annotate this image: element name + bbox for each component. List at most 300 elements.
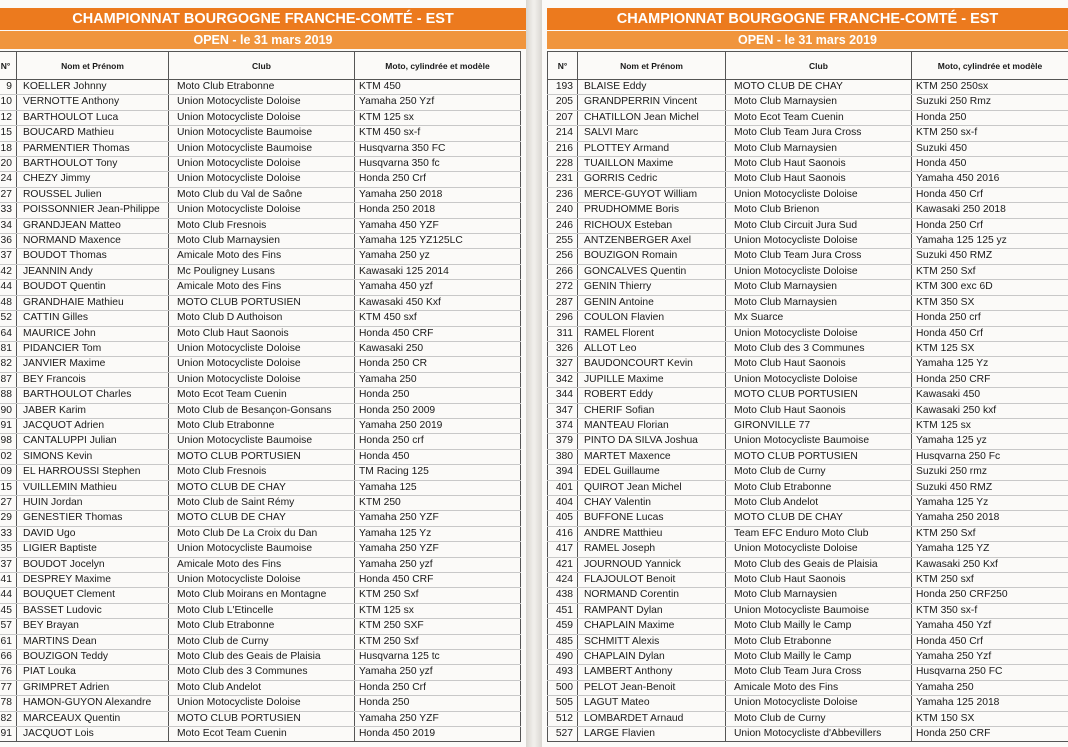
rider-number: 438 bbox=[548, 588, 578, 603]
rider-name: DESPREY Maxime bbox=[17, 573, 169, 588]
rider-name: POISSONNIER Jean-Philippe bbox=[17, 203, 169, 218]
rider-name: RAMEL Florent bbox=[578, 326, 726, 341]
rider-number: 77 bbox=[0, 680, 17, 695]
table-row bbox=[548, 357, 1068, 372]
table-row bbox=[0, 680, 521, 695]
rider-club: Union Motocycliste Baumoise bbox=[726, 603, 912, 618]
rider-moto: Yamaha 450 yzf bbox=[355, 280, 521, 295]
rider-moto: Honda 450 bbox=[912, 157, 1068, 172]
rider-name: SIMONS Kevin bbox=[17, 449, 169, 464]
table-row bbox=[0, 557, 521, 572]
rider-moto: Kawasaki 250 2018 bbox=[912, 203, 1068, 218]
rider-name: CANTALUPPI Julian bbox=[17, 434, 169, 449]
rider-moto: KTM 250 sxf bbox=[912, 573, 1068, 588]
table-row bbox=[548, 573, 1068, 588]
table-row bbox=[548, 218, 1068, 233]
table-row bbox=[0, 110, 521, 125]
rider-number: 287 bbox=[548, 295, 578, 310]
rider-name: CHAPLAIN Maxime bbox=[578, 619, 726, 634]
rider-club: Moto Club Etrabonne bbox=[726, 480, 912, 495]
table-row bbox=[0, 203, 521, 218]
table-row bbox=[0, 357, 521, 372]
table-row bbox=[548, 249, 1068, 264]
table-row bbox=[548, 603, 1068, 618]
rider-moto: Yamaha 250 2019 bbox=[355, 418, 521, 433]
table-row bbox=[548, 95, 1068, 110]
rider-name: SCHMITT Alexis bbox=[578, 634, 726, 649]
rider-moto: Honda 250 Crf bbox=[355, 680, 521, 695]
table-row bbox=[0, 542, 521, 557]
rider-number: 82 bbox=[0, 357, 17, 372]
rider-club: Moto Club Team Jura Cross bbox=[726, 665, 912, 680]
table-row bbox=[0, 588, 521, 603]
rider-moto: Suzuki 250 Rmz bbox=[912, 95, 1068, 110]
rider-moto: Honda 450 CRF bbox=[355, 326, 521, 341]
rider-name: VERNOTTE Anthony bbox=[17, 95, 169, 110]
rider-number: 52 bbox=[0, 311, 17, 326]
rider-club: Moto Club Marnaysien bbox=[169, 234, 355, 249]
rider-number: 416 bbox=[548, 526, 578, 541]
rider-number: 401 bbox=[548, 480, 578, 495]
rider-moto: Yamaha 125 Yz bbox=[912, 357, 1068, 372]
rider-club: Moto Club Mailly le Camp bbox=[726, 650, 912, 665]
rider-name: ANDRE Matthieu bbox=[578, 526, 726, 541]
rider-name: ANTZENBERGER Axel bbox=[578, 234, 726, 249]
rider-club: Moto Ecot Team Cuenin bbox=[726, 110, 912, 125]
rider-name: LIGIER Baptiste bbox=[17, 542, 169, 557]
rider-moto: Kawasaki 250 bbox=[355, 341, 521, 356]
table-row bbox=[548, 480, 1068, 495]
rider-club: Moto Club D Authoison bbox=[169, 311, 355, 326]
rider-name: JANVIER Maxime bbox=[17, 357, 169, 372]
rider-moto: Suzuki 450 RMZ bbox=[912, 249, 1068, 264]
table-row bbox=[0, 511, 521, 526]
entry-table bbox=[547, 51, 1068, 742]
rider-moto: Honda 250 Crf bbox=[912, 218, 1068, 233]
rider-club: Union Motocycliste Baumoise bbox=[169, 542, 355, 557]
rider-name: SALVI Marc bbox=[578, 126, 726, 141]
rider-name: ROUSSEL Julien bbox=[17, 187, 169, 202]
header-moto: Moto, cylindrée et modèle bbox=[912, 52, 1068, 80]
rider-name: GENESTIER Thomas bbox=[17, 511, 169, 526]
rider-name: BARTHOULOT Charles bbox=[17, 388, 169, 403]
rider-club: Union Motocycliste Doloise bbox=[726, 326, 912, 341]
rider-club: Union Motocycliste Doloise bbox=[726, 372, 912, 387]
table-row bbox=[0, 711, 521, 726]
rider-club: MOTO CLUB PORTUSIEN bbox=[726, 388, 912, 403]
rider-name: ALLOT Leo bbox=[578, 341, 726, 356]
rider-club: Moto Club des 3 Communes bbox=[726, 341, 912, 356]
rider-moto: KTM 450 sx-f bbox=[355, 126, 521, 141]
rider-moto: Honda 250 CRF250 bbox=[912, 588, 1068, 603]
rider-number: 44 bbox=[0, 280, 17, 295]
table-row bbox=[548, 680, 1068, 695]
rider-name: PIAT Louka bbox=[17, 665, 169, 680]
table-row bbox=[548, 341, 1068, 356]
rider-number: 404 bbox=[548, 495, 578, 510]
rider-number: 231 bbox=[548, 172, 578, 187]
rider-club: Moto Club Haut Saonois bbox=[726, 357, 912, 372]
rider-moto: Honda 250 CRF bbox=[912, 727, 1068, 742]
rider-moto: Yamaha 250 2018 bbox=[355, 187, 521, 202]
rider-name: TUAILLON Maxime bbox=[578, 157, 726, 172]
rider-club: Union Motocycliste Baumoise bbox=[726, 434, 912, 449]
table-row bbox=[548, 326, 1068, 341]
table-row bbox=[548, 372, 1068, 387]
rider-name: BUFFONE Lucas bbox=[578, 511, 726, 526]
rider-club: Moto Club de Besançon-Gonsans bbox=[169, 403, 355, 418]
rider-number: 78 bbox=[0, 696, 17, 711]
table-row bbox=[548, 449, 1068, 464]
rider-number: 41 bbox=[0, 573, 17, 588]
rider-number: 88 bbox=[0, 388, 17, 403]
rider-number: 193 bbox=[548, 80, 578, 95]
rider-name: PELOT Jean-Benoit bbox=[578, 680, 726, 695]
rider-moto: Kawasaki 250 Kxf bbox=[912, 557, 1068, 572]
rider-moto: Yamaha 250 yz bbox=[355, 249, 521, 264]
rider-club: Union Motocycliste Doloise bbox=[169, 573, 355, 588]
rider-name: EL HARROUSSI Stephen bbox=[17, 465, 169, 480]
entry-table bbox=[0, 51, 521, 742]
rider-name: GORRIS Cedric bbox=[578, 172, 726, 187]
left-page bbox=[0, 0, 526, 747]
rider-number: 380 bbox=[548, 449, 578, 464]
rider-number: 36 bbox=[0, 234, 17, 249]
table-row bbox=[548, 234, 1068, 249]
rider-number: 12 bbox=[0, 110, 17, 125]
rider-number: 61 bbox=[0, 634, 17, 649]
rider-name: RAMEL Joseph bbox=[578, 542, 726, 557]
rider-name: CHATILLON Jean Michel bbox=[578, 110, 726, 125]
rider-name: GRIMPRET Adrien bbox=[17, 680, 169, 695]
rider-club: Union Motocycliste Doloise bbox=[726, 234, 912, 249]
rider-moto: KTM 250 sx-f bbox=[912, 126, 1068, 141]
table-row bbox=[0, 495, 521, 510]
table-row bbox=[548, 295, 1068, 310]
rider-moto: Honda 250 Crf bbox=[355, 172, 521, 187]
table-row bbox=[548, 727, 1068, 742]
rider-moto: Yamaha 250 2018 bbox=[912, 511, 1068, 526]
table-row bbox=[0, 403, 521, 418]
rider-club: Moto Club Marnaysien bbox=[726, 95, 912, 110]
table-row bbox=[0, 372, 521, 387]
rider-name: MAURICE John bbox=[17, 326, 169, 341]
rider-number: 27 bbox=[0, 495, 17, 510]
rider-name: GRANDHAIE Mathieu bbox=[17, 295, 169, 310]
rider-club: MOTO CLUB DE CHAY bbox=[726, 511, 912, 526]
rider-moto: Honda 250 crf bbox=[355, 434, 521, 449]
header-name: Nom et Prénom bbox=[17, 52, 169, 80]
rider-club: Union Motocycliste Doloise bbox=[169, 357, 355, 372]
table-row bbox=[0, 388, 521, 403]
rider-number: 327 bbox=[548, 357, 578, 372]
rider-club: Union Motocycliste Doloise bbox=[169, 372, 355, 387]
table-row bbox=[548, 418, 1068, 433]
table-row bbox=[548, 110, 1068, 125]
rider-name: PIDANCIER Tom bbox=[17, 341, 169, 356]
rider-number: 91 bbox=[0, 727, 17, 742]
rider-moto: Honda 450 2019 bbox=[355, 727, 521, 742]
rider-name: BOUQUET Clement bbox=[17, 588, 169, 603]
table-row bbox=[0, 95, 521, 110]
rider-number: 15 bbox=[0, 480, 17, 495]
rider-moto: Husqvarna 250 FC bbox=[912, 665, 1068, 680]
table-row bbox=[548, 434, 1068, 449]
rider-number: 02 bbox=[0, 449, 17, 464]
rider-name: CHAPLAIN Dylan bbox=[578, 650, 726, 665]
rider-number: 493 bbox=[548, 665, 578, 680]
rider-name: EDEL Guillaume bbox=[578, 465, 726, 480]
page-gutter bbox=[526, 0, 542, 747]
table-row bbox=[0, 218, 521, 233]
rider-number: 216 bbox=[548, 141, 578, 156]
rider-number: 255 bbox=[548, 234, 578, 249]
rider-number: 09 bbox=[0, 465, 17, 480]
rider-number: 490 bbox=[548, 650, 578, 665]
rider-moto: Yamaha 250 YZF bbox=[355, 511, 521, 526]
rider-moto: KTM 300 exc 6D bbox=[912, 280, 1068, 295]
rider-moto: KTM 450 sxf bbox=[355, 311, 521, 326]
header-club: Club bbox=[169, 52, 355, 80]
rider-name: HUIN Jordan bbox=[17, 495, 169, 510]
table-row bbox=[548, 557, 1068, 572]
event-subtitle: OPEN - le 31 mars 2019 bbox=[547, 31, 1068, 49]
rider-club: Moto Club Fresnois bbox=[169, 465, 355, 480]
rider-club: Team EFC Enduro Moto Club bbox=[726, 526, 912, 541]
rider-club: Moto Club Etrabonne bbox=[726, 634, 912, 649]
rider-name: MARCEAUX Quentin bbox=[17, 711, 169, 726]
rider-number: 256 bbox=[548, 249, 578, 264]
rider-club: Moto Club Haut Saonois bbox=[726, 403, 912, 418]
rider-name: MERCE-GUYOT William bbox=[578, 187, 726, 202]
rider-club: Amicale Moto des Fins bbox=[726, 680, 912, 695]
rider-number: 394 bbox=[548, 465, 578, 480]
rider-number: 296 bbox=[548, 311, 578, 326]
table-row bbox=[0, 573, 521, 588]
rider-moto: Honda 250 2009 bbox=[355, 403, 521, 418]
rider-number: 27 bbox=[0, 187, 17, 202]
rider-name: CHERIF Sofian bbox=[578, 403, 726, 418]
rider-name: PLOTTEY Armand bbox=[578, 141, 726, 156]
rider-number: 76 bbox=[0, 665, 17, 680]
rider-number: 347 bbox=[548, 403, 578, 418]
rider-club: Moto Club de Curny bbox=[726, 711, 912, 726]
rider-name: GENIN Thierry bbox=[578, 280, 726, 295]
rider-club: Union Motocycliste Doloise bbox=[726, 264, 912, 279]
rider-club: Moto Club Haut Saonois bbox=[726, 172, 912, 187]
table-row bbox=[548, 696, 1068, 711]
rider-moto: Yamaha 125 Yz bbox=[912, 495, 1068, 510]
rider-moto: Yamaha 125 Yz bbox=[355, 526, 521, 541]
table-row bbox=[0, 249, 521, 264]
rider-club: Moto Club de Curny bbox=[169, 634, 355, 649]
rider-club: Amicale Moto des Fins bbox=[169, 557, 355, 572]
rider-number: 505 bbox=[548, 696, 578, 711]
table-row bbox=[0, 526, 521, 541]
table-row bbox=[548, 187, 1068, 202]
table-row bbox=[548, 665, 1068, 680]
rider-number: 417 bbox=[548, 542, 578, 557]
rider-moto: KTM 250 250sx bbox=[912, 80, 1068, 95]
rider-moto: Yamaha 250 Yzf bbox=[355, 95, 521, 110]
rider-moto: Suzuki 450 RMZ bbox=[912, 480, 1068, 495]
rider-number: 451 bbox=[548, 603, 578, 618]
rider-club: Moto Club Haut Saonois bbox=[169, 326, 355, 341]
rider-club: Moto Club Moirans en Montagne bbox=[169, 588, 355, 603]
rider-moto: Honda 250 bbox=[912, 110, 1068, 125]
rider-club: Union Motocycliste Doloise bbox=[169, 157, 355, 172]
rider-moto: Yamaha 125 YZ125LC bbox=[355, 234, 521, 249]
rider-club: Mc Pouligney Lusans bbox=[169, 264, 355, 279]
entry-rows bbox=[548, 80, 1068, 742]
rider-name: HAMON-GUYON Alexandre bbox=[17, 696, 169, 711]
rider-name: GENIN Antoine bbox=[578, 295, 726, 310]
rider-name: GONCALVES Quentin bbox=[578, 264, 726, 279]
rider-moto: Yamaha 450 Yzf bbox=[912, 619, 1068, 634]
rider-moto: Yamaha 125 bbox=[355, 480, 521, 495]
rider-moto: Honda 250 bbox=[355, 388, 521, 403]
rider-club: Moto Club Marnaysien bbox=[726, 295, 912, 310]
rider-number: 34 bbox=[0, 218, 17, 233]
table-row bbox=[0, 650, 521, 665]
rider-name: CHAY Valentin bbox=[578, 495, 726, 510]
rider-name: BARTHOULOT Tony bbox=[17, 157, 169, 172]
rider-club: Moto Club Fresnois bbox=[169, 218, 355, 233]
rider-number: 24 bbox=[0, 172, 17, 187]
rider-name: LARGE Flavien bbox=[578, 727, 726, 742]
table-row bbox=[0, 727, 521, 742]
rider-club: Union Motocycliste Doloise bbox=[169, 95, 355, 110]
rider-name: BOUDOT Quentin bbox=[17, 280, 169, 295]
rider-name: BARTHOULOT Luca bbox=[17, 110, 169, 125]
rider-moto: KTM 250 bbox=[355, 495, 521, 510]
rider-club: Moto Club de Curny bbox=[726, 465, 912, 480]
table-row bbox=[0, 341, 521, 356]
rider-club: Union Motocycliste Baumoise bbox=[169, 126, 355, 141]
rider-name: VUILLEMIN Mathieu bbox=[17, 480, 169, 495]
table-row bbox=[0, 418, 521, 433]
table-row bbox=[548, 388, 1068, 403]
rider-name: BEY Francois bbox=[17, 372, 169, 387]
rider-number: 379 bbox=[548, 434, 578, 449]
rider-club: Moto Club de Saint Rémy bbox=[169, 495, 355, 510]
table-row bbox=[548, 203, 1068, 218]
rider-number: 205 bbox=[548, 95, 578, 110]
rider-number: 64 bbox=[0, 326, 17, 341]
rider-number: 311 bbox=[548, 326, 578, 341]
table-row bbox=[548, 650, 1068, 665]
rider-club: Union Motocycliste Baumoise bbox=[169, 141, 355, 156]
rider-number: 266 bbox=[548, 264, 578, 279]
rider-moto: KTM 250 Sxf bbox=[912, 526, 1068, 541]
rider-name: CATTIN Gilles bbox=[17, 311, 169, 326]
rider-club: Union Motocycliste Doloise bbox=[169, 172, 355, 187]
rider-name: PRUDHOMME Boris bbox=[578, 203, 726, 218]
rider-club: Mx Suarce bbox=[726, 311, 912, 326]
table-row bbox=[548, 542, 1068, 557]
rider-name: PARMENTIER Thomas bbox=[17, 141, 169, 156]
rider-name: BEY Brayan bbox=[17, 619, 169, 634]
rider-moto: Kawasaki 125 2014 bbox=[355, 264, 521, 279]
rider-number: 44 bbox=[0, 588, 17, 603]
rider-moto: Honda 250 CRF bbox=[912, 372, 1068, 387]
rider-moto: KTM 250 Sxf bbox=[355, 634, 521, 649]
rider-number: 246 bbox=[548, 218, 578, 233]
table-row bbox=[548, 172, 1068, 187]
table-row bbox=[548, 311, 1068, 326]
rider-number: 240 bbox=[548, 203, 578, 218]
rider-name: DAVID Ugo bbox=[17, 526, 169, 541]
rider-number: 485 bbox=[548, 634, 578, 649]
rider-number: 33 bbox=[0, 203, 17, 218]
rider-moto: Suzuki 250 rmz bbox=[912, 465, 1068, 480]
rider-club: Moto Ecot Team Cuenin bbox=[169, 727, 355, 742]
table-row bbox=[0, 80, 521, 95]
table-row bbox=[548, 403, 1068, 418]
table-row bbox=[548, 711, 1068, 726]
rider-club: Moto Club Circuit Jura Sud bbox=[726, 218, 912, 233]
rider-moto: Honda 450 Crf bbox=[912, 187, 1068, 202]
rider-name: BOUZIGON Teddy bbox=[17, 650, 169, 665]
rider-number: 272 bbox=[548, 280, 578, 295]
rider-number: 326 bbox=[548, 341, 578, 356]
rider-name: QUIROT Jean Michel bbox=[578, 480, 726, 495]
rider-moto: KTM 250 Sxf bbox=[912, 264, 1068, 279]
rider-club: MOTO CLUB PORTUSIEN bbox=[726, 449, 912, 464]
rider-moto: Honda 450 Crf bbox=[912, 634, 1068, 649]
table-row bbox=[0, 280, 521, 295]
table-row bbox=[0, 326, 521, 341]
rider-club: Union Motocycliste d'Abbevillers bbox=[726, 727, 912, 742]
rider-moto: Kawasaki 250 kxf bbox=[912, 403, 1068, 418]
rider-name: MARTINS Dean bbox=[17, 634, 169, 649]
table-row bbox=[548, 495, 1068, 510]
rider-club: Moto Ecot Team Cuenin bbox=[169, 388, 355, 403]
rider-moto: Husqvarna 350 FC bbox=[355, 141, 521, 156]
rider-name: KOELLER Johnny bbox=[17, 80, 169, 95]
rider-number: 42 bbox=[0, 264, 17, 279]
rider-club: Union Motocycliste Doloise bbox=[169, 341, 355, 356]
rider-number: 87 bbox=[0, 372, 17, 387]
rider-club: MOTO CLUB DE CHAY bbox=[169, 511, 355, 526]
rider-moto: Kawasaki 450 bbox=[912, 388, 1068, 403]
rider-name: RAMPANT Dylan bbox=[578, 603, 726, 618]
table-row bbox=[0, 696, 521, 711]
rider-number: 82 bbox=[0, 711, 17, 726]
rider-name: LAMBERT Anthony bbox=[578, 665, 726, 680]
rider-name: GRANDPERRIN Vincent bbox=[578, 95, 726, 110]
table-row bbox=[548, 526, 1068, 541]
rider-club: Amicale Moto des Fins bbox=[169, 249, 355, 264]
rider-name: PINTO DA SILVA Joshua bbox=[578, 434, 726, 449]
table-row bbox=[548, 80, 1068, 95]
rider-number: 66 bbox=[0, 650, 17, 665]
rider-moto: KTM 250 Sxf bbox=[355, 588, 521, 603]
rider-moto: Yamaha 250 bbox=[355, 372, 521, 387]
rider-number: 37 bbox=[0, 249, 17, 264]
rider-moto: KTM 350 SX bbox=[912, 295, 1068, 310]
table-row bbox=[548, 157, 1068, 172]
rider-moto: Husqvarna 125 tc bbox=[355, 650, 521, 665]
entry-rows bbox=[0, 80, 521, 742]
rider-moto: Honda 250 bbox=[355, 696, 521, 711]
rider-name: BOUCARD Mathieu bbox=[17, 126, 169, 141]
rider-moto: TM Racing 125 bbox=[355, 465, 521, 480]
rider-moto: KTM 125 sx bbox=[912, 418, 1068, 433]
table-row bbox=[0, 264, 521, 279]
rider-club: MOTO CLUB PORTUSIEN bbox=[169, 449, 355, 464]
rider-number: 527 bbox=[548, 727, 578, 742]
